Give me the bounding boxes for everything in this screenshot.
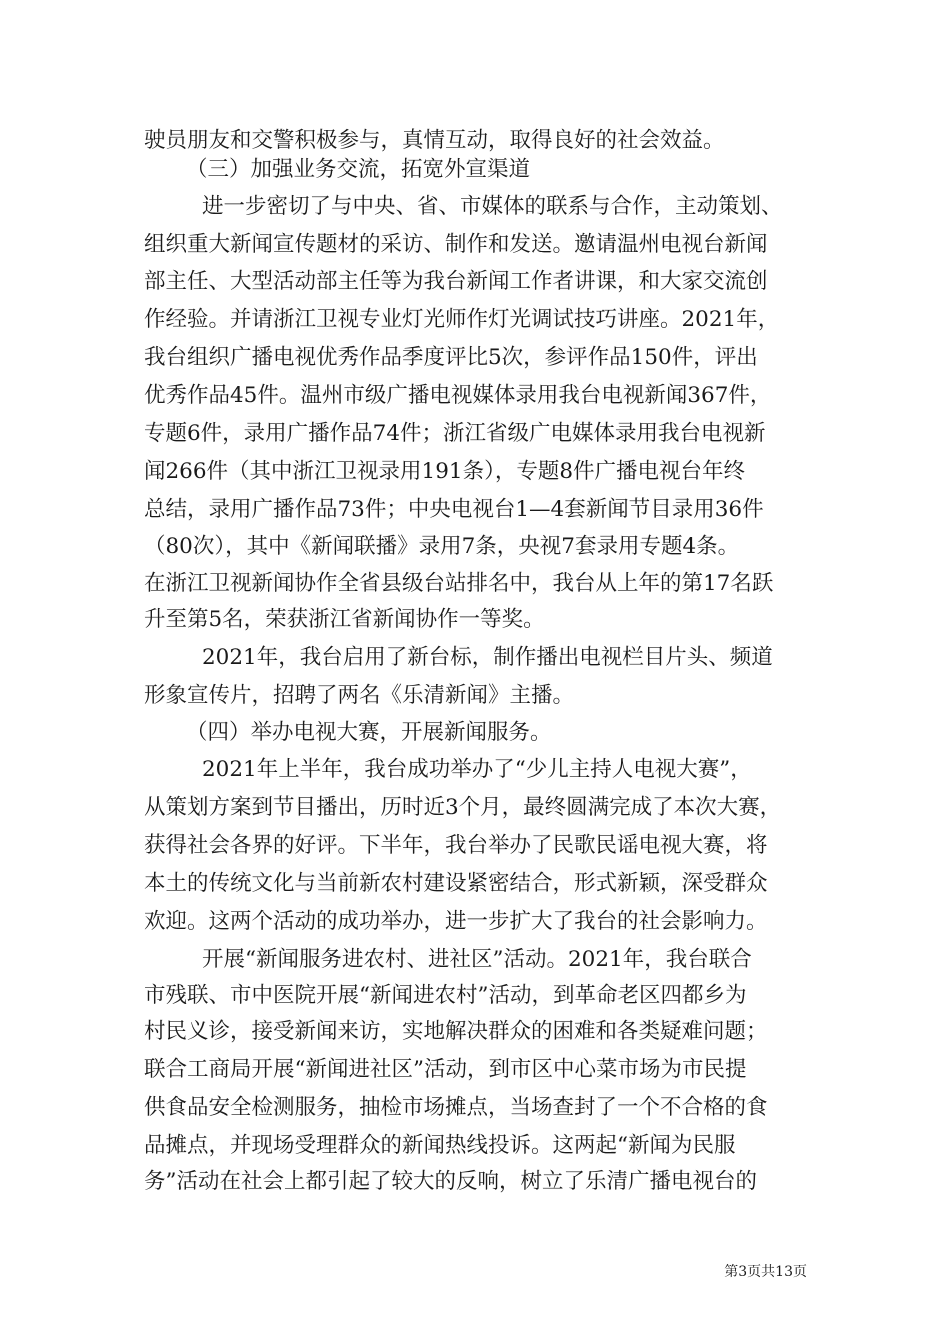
text-line: 驶员朋友和交警积极参与，真情互动，取得良好的社会效益。: [144, 128, 725, 153]
text-line: 我台组织广播电视优秀作品季度评比5次，参评作品150件，评出: [144, 345, 758, 370]
text-line: 在浙江卫视新闻协作全省县级台站排名中，我台从上年的第17名跃: [144, 571, 774, 596]
text-line: 升至第5名，荣获浙江省新闻协作一等奖。: [144, 607, 545, 632]
text-line: 品摊点，并现场受理群众的新闻热线投诉。这两起“新闻为民服: [144, 1133, 736, 1158]
text-line: 务”活动在社会上都引起了较大的反响，树立了乐清广播电视台的: [144, 1169, 757, 1194]
text-line: （80次），其中《新闻联播》录用7条，央视7套录用专题4条。: [144, 534, 740, 559]
text-line: 开展“新闻服务进农村、进社区”活动。2021年，我台联合: [202, 947, 752, 972]
text-line: 本土的传统文化与当前新农村建设紧密结合，形式新颖，深受群众: [144, 871, 768, 896]
text-line: 市残联、市中医院开展“新闻进农村”活动，到革命老区四都乡为: [144, 983, 747, 1008]
text-line: 总结，录用广播作品73件；中央电视台1—4套新闻节目录用36件: [144, 497, 764, 522]
text-line: 优秀作品45件。温州市级广播电视媒体录用我台电视新闻367件，: [144, 383, 772, 408]
text-line: 2021年，我台启用了新台标，制作播出电视栏目片头、频道: [202, 645, 773, 670]
text-line: 2021年上半年，我台成功举办了“少儿主持人电视大赛”，: [202, 757, 752, 782]
text-line: 供食品安全检测服务，抽检市场摊点，当场查封了一个不合格的食: [144, 1095, 768, 1120]
section-heading: （三）加强业务交流，拓宽外宣渠道: [186, 157, 531, 182]
page-number-footer: 第3页共13页: [724, 1264, 807, 1280]
text-line: 闻266件（其中浙江卫视录用191条），专题8件广播电视台年终: [144, 459, 746, 484]
text-line: 专题6件，录用广播作品74件；浙江省级广电媒体录用我台电视新: [144, 421, 766, 446]
text-line: 进一步密切了与中央、省、市媒体的联系与合作，主动策划、: [202, 194, 783, 219]
text-line: 组织重大新闻宣传题材的采访、制作和发送。邀请温州电视台新闻: [144, 232, 768, 257]
text-line: 联合工商局开展“新闻进社区”活动，到市区中心菜市场为市民提: [144, 1057, 747, 1082]
text-line: 部主任、大型活动部主任等为我台新闻工作者讲课，和大家交流创: [144, 269, 768, 294]
text-line: 从策划方案到节目播出，历时近3个月，最终圆满完成了本次大赛，: [144, 795, 782, 820]
section-heading: （四）举办电视大赛，开展新闻服务。: [186, 720, 552, 745]
text-line: 形象宣传片，招聘了两名《乐清新闻》主播。: [144, 683, 575, 708]
text-line: 村民义诊，接受新闻来访，实地解决群众的困难和各类疑难问题；: [144, 1019, 768, 1044]
text-line: 获得社会各界的好评。下半年，我台举办了民歌民谣电视大赛，将: [144, 833, 768, 858]
text-line: 作经验。并请浙江卫视专业灯光师作灯光调试技巧讲座。2021年，: [144, 307, 780, 332]
text-line: 欢迎。这两个活动的成功举办，进一步扩大了我台的社会影响力。: [144, 909, 768, 934]
